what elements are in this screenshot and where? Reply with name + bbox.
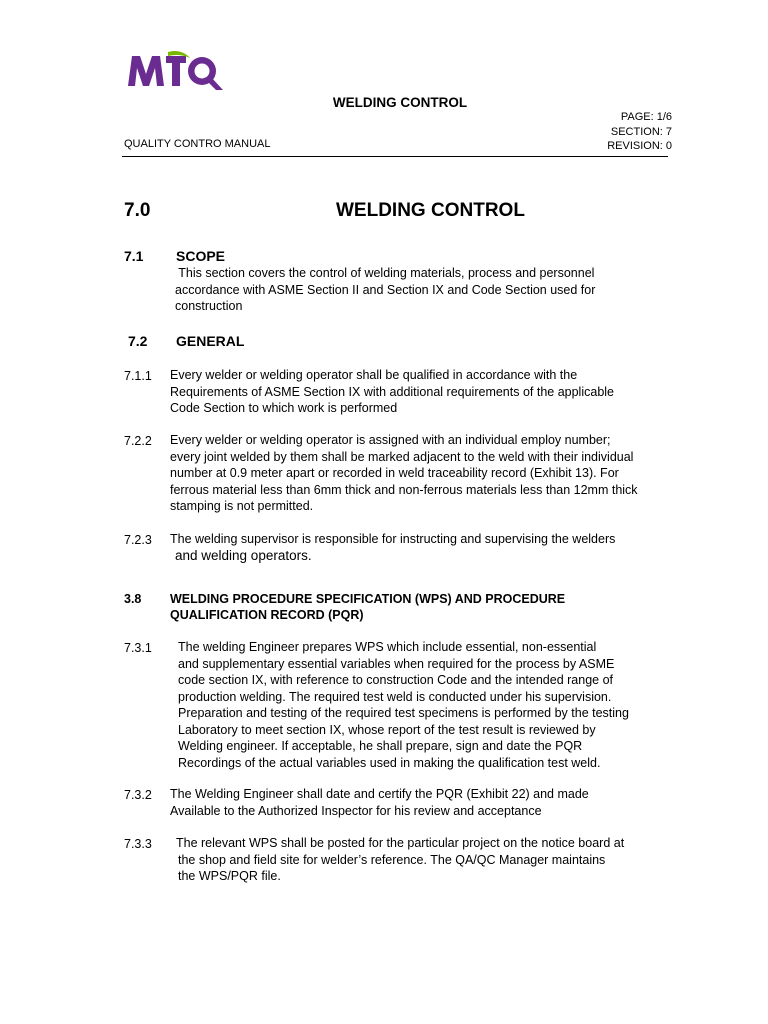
item-paragraph — [170, 432, 638, 515]
scope-line: construction — [175, 299, 243, 313]
wps-number: 3.8 — [124, 592, 142, 606]
general-number: 7.2 — [128, 333, 148, 349]
paragraph-line: Code Section to which work is performed — [170, 401, 398, 415]
paragraph-line: and welding operators. — [175, 547, 312, 563]
item-paragraph — [170, 531, 615, 564]
manual-name: QUALITY CONTRO MANUAL — [124, 138, 271, 150]
header-divider — [122, 156, 668, 157]
paragraph-line: The welding Engineer prepares WPS which include essential, non-essential — [178, 640, 597, 654]
item-paragraph — [170, 786, 589, 819]
section-title: WELDING CONTROL — [336, 200, 525, 221]
paragraph-line: every joint welded by them shall be marked adjacent to the weld with their individual — [170, 449, 634, 464]
paragraph-line: Welding engineer. If acceptable, he shall prepare, sign and date the PQR — [178, 739, 583, 753]
page-meta — [607, 110, 672, 154]
revision-number: REVISION: 0 — [607, 140, 672, 152]
paragraph-line: Available to the Authorized Inspector for his review and acceptance — [170, 803, 542, 818]
item-number: 7.3.2 — [124, 788, 152, 802]
document-title: WELDING CONTROL — [332, 95, 468, 110]
paragraph-line: Laboratory to meet section IX, whose report of the test result is reviewed by — [178, 722, 596, 737]
paragraph-line: stamping is not permitted. — [170, 499, 314, 513]
item-number: 7.2.2 — [124, 434, 152, 448]
item-paragraph — [176, 835, 624, 885]
paragraph-line: code section IX, with reference to construction Code and the intended range of — [178, 673, 613, 687]
section-number-meta: SECTION: 7 — [610, 125, 672, 138]
wps-heading — [170, 591, 565, 623]
paragraph-line: Preparation and testing of the required test specimens is performed by the testing — [178, 706, 629, 720]
paragraph-line: production welding. The required test weld is conducted under his supervision. — [178, 689, 612, 704]
scope-number: 7.1 — [124, 248, 144, 264]
wps-heading-line: QUALIFICATION RECORD (PQR) — [170, 608, 364, 622]
paragraph-line: Requirements of ASME Section IX with additional requirements of the applicable — [170, 384, 614, 399]
paragraph-line: The Welding Engineer shall date and certify the PQR (Exhibit 22) and made — [170, 787, 589, 801]
item-number: 7.3.1 — [124, 641, 152, 655]
paragraph-line: The relevant WPS shall be posted for the particular project on the notice board at — [176, 836, 625, 850]
paragraph-line: and supplementary essential variables when required for the process by ASME — [178, 656, 615, 671]
paragraph-line: The welding supervisor is responsible for instructing and supervising the welders — [170, 532, 616, 546]
section-number: 7.0 — [124, 200, 151, 221]
paragraph-line: number at 0.9 meter apart or recorded in weld traceability record (Exhibit 13). For — [170, 466, 619, 480]
paragraph-line: the shop and field site for welder’s reference. The QA/QC Manager maintains — [178, 852, 606, 867]
mtq-logo — [126, 50, 226, 92]
item-number: 7.2.3 — [124, 533, 152, 547]
general-heading: GENERAL — [176, 333, 245, 349]
item-paragraph — [178, 639, 629, 771]
item-number: 7.3.3 — [124, 837, 152, 851]
scope-paragraph — [175, 265, 595, 315]
page-number: PAGE: 1/6 — [620, 111, 672, 123]
scope-heading: SCOPE — [176, 248, 226, 264]
scope-line: accordance with ASME Section II and Section IX and Code Section used for — [175, 282, 596, 297]
wps-heading-line: WELDING PROCEDURE SPECIFICATION (WPS) AND PROCEDURE — [170, 592, 566, 606]
paragraph-line: Every welder or welding operator shall be qualified in accordance with the — [170, 368, 578, 382]
paragraph-line: Every welder or welding operator is assigned with an individual employ number; — [170, 433, 611, 447]
scope-line: This section covers the control of welding materials, process and personnel — [175, 266, 595, 280]
item-paragraph — [170, 367, 614, 417]
paragraph-line: ferrous material less than 6mm thick and non-ferrous materials less than 12mm thick — [170, 482, 638, 497]
item-number: 7.1.1 — [124, 369, 152, 383]
paragraph-line: the WPS/PQR file. — [178, 869, 281, 883]
paragraph-line: Recordings of the actual variables used in making the qualification test weld. — [178, 755, 601, 770]
